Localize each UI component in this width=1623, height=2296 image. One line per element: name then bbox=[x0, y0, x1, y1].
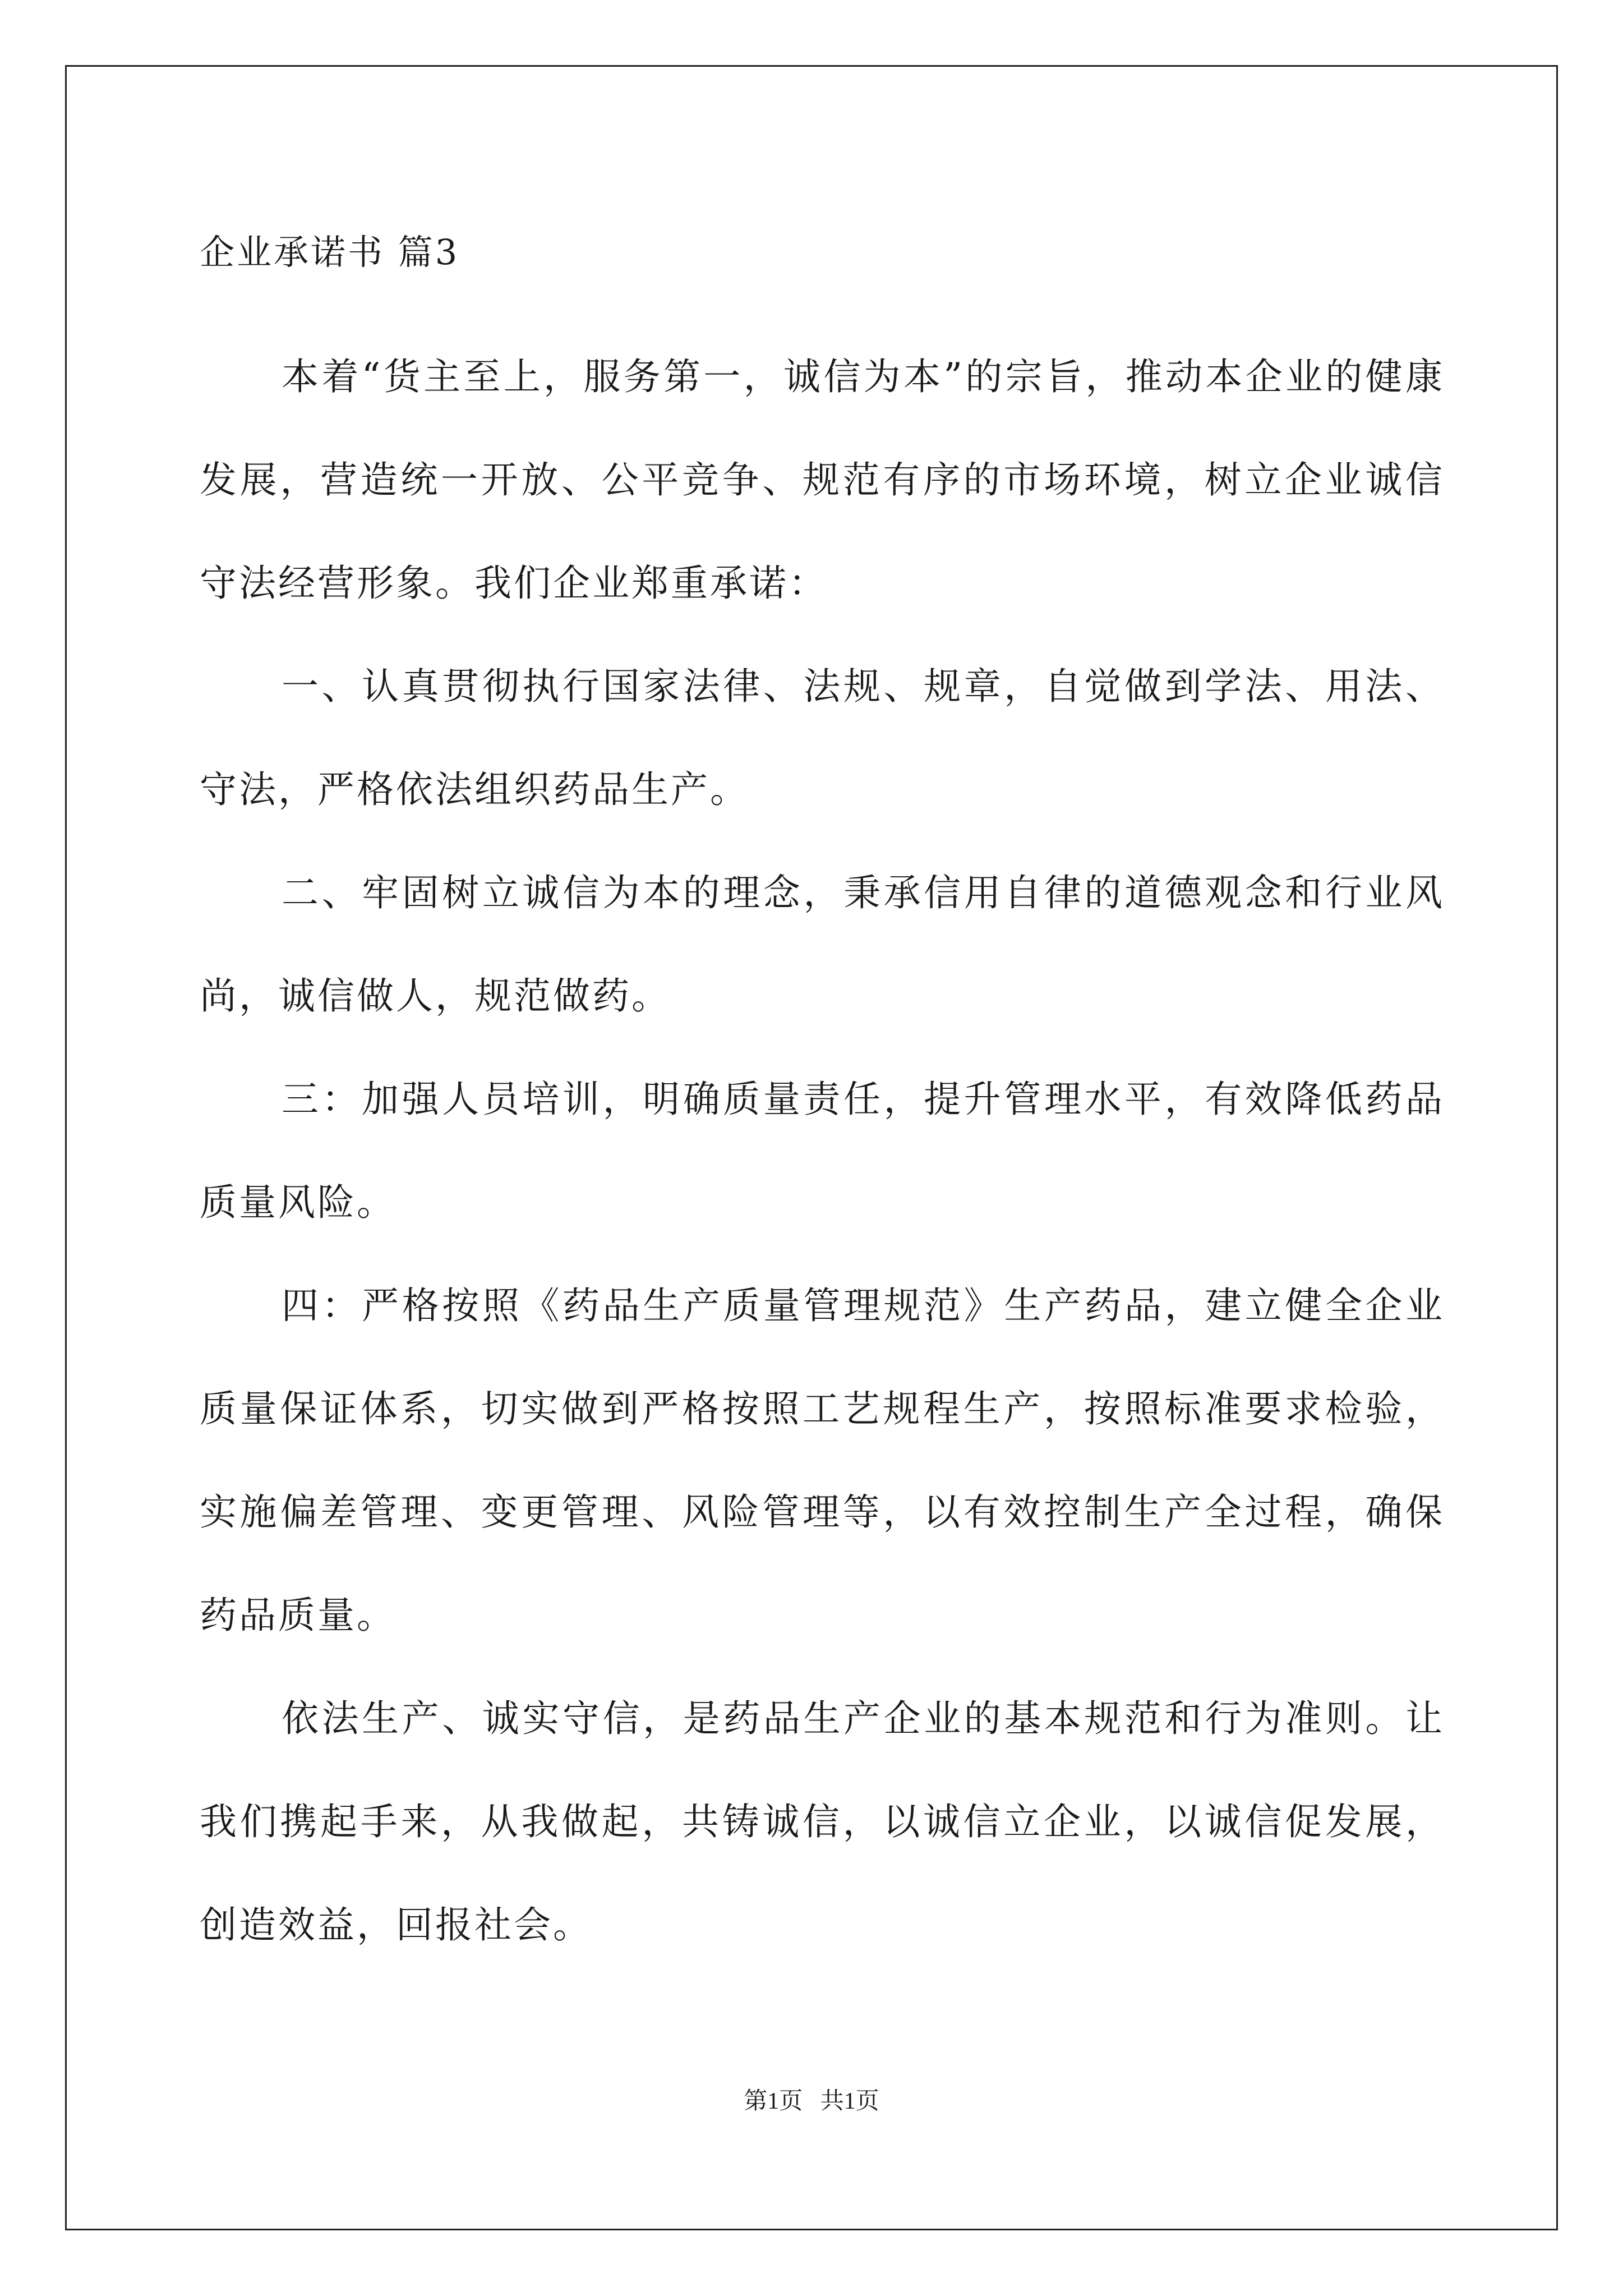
document-body bbox=[200, 219, 1445, 1977]
paragraph-closing: 依法生产、诚实守信，是药品生产企业的基本规范和行为准则。让我们携起手来，从我做起，共铸诚信，以诚信立企业，以诚信促发展，创造效益，回报社会。 bbox=[200, 1697, 1445, 1947]
paragraph-item-3: 三：加强人员培训，明确质量责任，提升管理水平，有效降低药品质量风险。 bbox=[200, 1078, 1445, 1224]
page-number-footer: 第1页 共1页 bbox=[744, 2088, 879, 2114]
paragraph-intro: 本着“货主至上，服务第一，诚信为本”的宗旨，推动本企业的健康发展，营造统一开放、公平竞争、规范有序的市场环境，树立企业诚信守法经营形象。我们企业郑重承诺： bbox=[200, 355, 1445, 605]
paragraph-item-2: 二、牢固树立诚信为本的理念，秉承信用自律的道德观念和行业风尚，诚信做人，规范做药。 bbox=[200, 871, 1445, 1018]
document-title: 企业承诺书 篇3 bbox=[200, 232, 460, 273]
paragraph-item-1: 一、认真贯彻执行国家法律、法规、规章，自觉做到学法、用法、守法，严格依法组织药品生产。 bbox=[200, 665, 1445, 811]
paragraph-item-4: 四：严格按照《药品生产质量管理规范》生产药品，建立健全企业质量保证体系，切实做到严格按照工艺规程生产，按照标准要求检验，实施偏差管理、变更管理、风险管理等，以有效控制生产全过程，确保药品质量。 bbox=[200, 1284, 1445, 1637]
